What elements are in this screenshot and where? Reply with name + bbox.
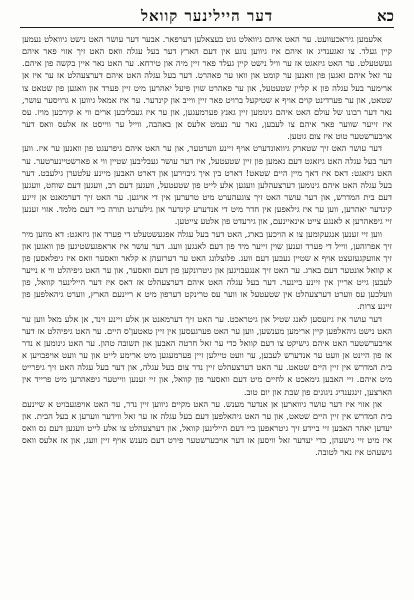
paragraph: דער עושר איז גיזעסען לאנג שטיל און גיטראכט. ער האט זיך דערמאנט אן אלע זיינע זינד, אן אלע מאל ווען ער האט נישט גיהאלפען קיין ארימען מענשען, ווען ער האט פערגעסען אין זיין טאטען'ס היים. ער האט גיפיהלט אז דער אויבערשטער האט איהם גישיקט צו דעם קוואל כדי ער זאל חרטה האבען און תשובה טהון. ער האט גינומען א נדר אז פון היינט אן וועט ער אנדערש לעבען, ער וועט טיילען זיין פערמעגען מיט ארימע לייט און ער וועט אויפבויען א בית המדרש אין זיין היים שטאט. ער האט דערצעהלט זיין נדר צום בעל עגלה, און דער בעל עגלה האט זיך גיפרייט מיט איהם. זיי האבען גימאכט א לחיים מיט דעם וואסער פון קוואל, און זיי זענען ווייטער גיפאהרען מיט פרייד אין הארצען, זינגענדיג ניגונים פון שבת און יום טוב.	[22, 313, 392, 397]
running-title: דער היילינער קוואל	[140, 7, 274, 25]
paragraph: ווען זיי זענען אנגעקומען צו א הויכען בארג, האט דער בעל עגלה אפגעשטעלט די פערד און גיזאגט: דא מוזען מיר זיך אפרוהען, ווייל די פערד זענען שוין זייער מיד פון דעם לאנגען וועג. דער עושר איז אראפגעשטיגען פון וואגען און זיך אוועקגעזעצט אויף א שטיין נעבען דעם וועג. פלוצלונג האט ער דערזעהן א קלאר וואסער וואס איז גיפלאסען פון א קוואל אונטער דעם בארג. ער האט זיך אנגעבויגען און גיטרונקען פון דעם וואסער, און ער האט גיפיהלט ווי א נייער לעבען גייט אריין אין זיינע ביינער. דער בעל עגלה האט איהם דערצעהלט אז דאס איז דער היילינער קוואל, פון וועלכען עס ווערט דערצעהלט אין שטעטעל אז ווער עס טרינקט דערפון מיט א ריינעם הארץ, ווערט גיהאלפען פון זיינע צרות.	[22, 228, 392, 312]
page-header	[20, 4, 394, 26]
body-text	[22, 33, 392, 592]
paragraph: אלעמען גיראכעוועט. ער האט איהם גיוואלט גוט בעצאלען דערפאר. אבער דער עושר האט נישט גיוואלט נעמען קיין געלד. צו זאגענדיג אז איהם איז גיווען נוגע אין דעם הארץ דער בעל עגלה וואס האט זיך אזוי פאר איהם געשטעלט. ער האט גיזאגט אז ער וויל נישט קיין געלד פאר זיין מיה און טירחא. ער האט נאר איין בקשה פון איהם. ער זאל איהם זאגען פון וואנען ער קומט און וואו ער פאהרט. דער בעל עגלה האט איהם דערצעהלט אז ער איז אן ארימער בעל עגלה פון א קליין שטעטעל, און ער פאהרט שוין פיעל יאהרען מיט זיין פערד און וואגען פון שטאט צו שטאט, און ער פערדינט קוים אויף א שטיקעל ברויט פאר זיין ווייב און קינדער. ער איז אמאל גיווען א גרויסער עושר, נאר דער רבונו של עולם האט איהם גינומען זיין גאנץ פערמעגען, און ער איז געבליבען ארים ווי א קירכען מויז. עס איז זייער שווער פאר איהם צו לעבען, נאר ער נעמט אלעס אן באהבה, ווייל ער ווייסט אז אלעס וואס דער אויבערשטער טוט איז צום גוטען.	[22, 34, 392, 142]
header-rule	[20, 27, 394, 28]
paragraph: דער עושר האט זיך שטארק גיוואונדערט אויף זיינע ווערטער, און ער האט איהם גיפרעגט פון וואנען ער איז. ווען דער בעל עגלה האט גיזאגט דעם נאמען פון זיין שטעטעל, איז דער עושר געבליבען שטיין ווי א פארשטיינערטער. ער האט גיזאגט: דאס איז דאך מיין היים שטאט! דארט בין איך גיבוירען און דארט האבען מיינע עלטערן גילעבט. דער בעל עגלה האט איהם גינומען דערצעהלען וועגען אלע לייט פון שטעטעל, וועגען דעם רב, וועגען דעם שוחט, וועגען דעם בית המדרש, און דער עושר האט זיך צוגעהערט מיט טרערען אין די אויגען. ער האט זיך דערמאנט אן זיינע קינדער יאהרען, ווען ער איז גילאפען אין חדר מיט די אנדערע קינדער און גילערנט תורה ביי דעם מלמד. אזוי זענען זיי גיפאהרען א לאנגע צייט אינאיינעם, און גירעדט פון אלטע צייטען.	[22, 143, 392, 227]
paragraph: און אזוי איז דער עושר גיווארען אן אנדער מענש. ער האט מקיים גיווען זיין נדר, ער האט אויפגעבויט א שיינעם בית המדרש אין זיין היים שטאט, און ער האט גיהאלפען דעם בעל עגלה אז ער זאל ווידער ווערען א בעל הבית. און יעדען יאהר האבען זיי ביידע זיך גיטראפען ביי דעם היילינען קוואל, און דערצעהלט צו אלע לייט וועגען דעם נס וואס איז מיט זיי גישעהן, כדי יעדער זאל וויסען אז דער אויבערשטער פירט דעם מענש אויף זיין וועג, און אז אלעס וואס גישעהט איז נאר לטובה.	[22, 398, 392, 458]
page-number: כא	[377, 7, 394, 25]
